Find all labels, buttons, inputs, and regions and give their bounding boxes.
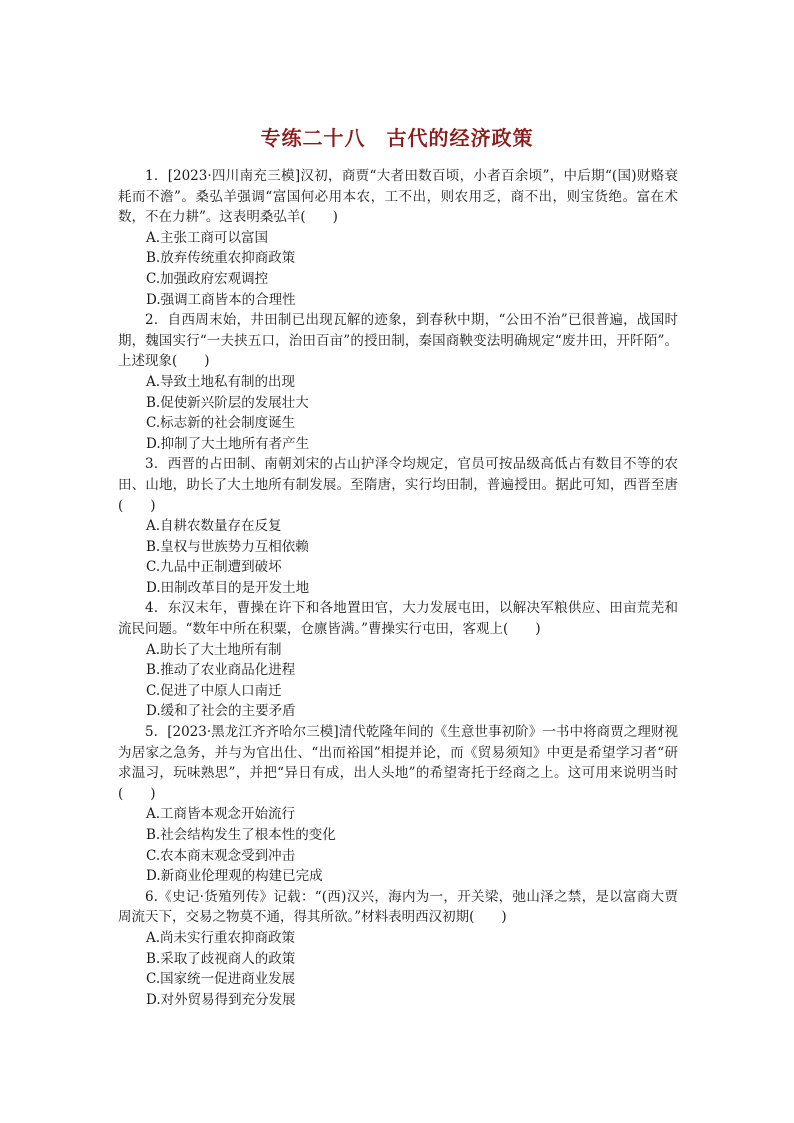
- option-d: D.对外贸易得到充分发展: [146, 991, 296, 1008]
- option-b: B.推动了农业商品化进程: [146, 662, 296, 679]
- option-b: B.社会结构发生了根本性的变化: [146, 827, 336, 843]
- question-stem: 4．东汉末年，曹操在许下和各地置田官，大力发展屯田，以解决军粮供应、田亩荒芜和流民问题。“数年中所在积粟，仓廪皆满。”曹操实行屯田，客观上( ): [118, 600, 678, 638]
- option-d: D.新商业伦理观的构建已完成: [146, 868, 323, 885]
- option-c: C.九品中正制遭到破坏: [146, 559, 282, 576]
- option-d: D.田制改革目的是开发土地: [146, 579, 310, 596]
- question-stem: 6.《史记·货殖列传》记载：“(西)汉兴，海内为一，开关梁，弛山泽之禁，是以富商大贾周流天下，交易之物莫不通，得其所欲。”材料表明西汉初期( ): [118, 888, 678, 926]
- option-d: D.强调工商皆本的合理性: [146, 291, 296, 308]
- option-a: A.自耕农数量存在反复: [146, 518, 282, 535]
- question-6: [118, 887, 678, 1011]
- option-a: A.助长了大土地所有制: [146, 641, 282, 658]
- option-a: A.主张工商可以富国: [146, 229, 269, 246]
- question-5: [118, 722, 678, 887]
- option-b: B.放弃传统重农抑商政策: [146, 250, 296, 267]
- question-stem: 1．[2023·四川南充三模]汉初，商贾“大者田数百顷，小者百余顷”，中后期“(国)财赂衰耗而不澹”。桑弘羊强调“富国何必用本农，工不出，则农用乏，商不出，则宝货绝。富在术数，不在力耕”。这表明桑弘羊( ): [118, 168, 678, 226]
- question-4: [118, 598, 678, 722]
- question-stem: 2．自西周末始，井田制已出现瓦解的迹象，到春秋中期，“公田不治”已很普遍，战国时期，魏国实行“一夫挟五口，治田百亩”的授田制，秦国商鞅变法明确规定“废井田，开阡陌”。上述现象( ): [118, 312, 678, 370]
- option-c: C.农本商末观念受到冲击: [146, 847, 296, 864]
- option-c: C.促进了中原人口南迁: [146, 682, 282, 699]
- option-a: A.尚未实行重农抑商政策: [146, 929, 296, 946]
- option-c: C.加强政府宏观调控: [146, 270, 269, 287]
- option-c: C.标志新的社会制度诞生: [146, 415, 296, 432]
- page-title: 专练二十八 古代的经济政策: [260, 126, 534, 150]
- question-list: [118, 166, 678, 1010]
- question-1: [118, 166, 678, 310]
- option-b: B.促使新兴阶层的发展壮大: [146, 394, 309, 411]
- option-b: B.采取了歧视商人的政策: [146, 950, 296, 967]
- question-3: [118, 454, 678, 598]
- option-a: A.工商皆本观念开始流行: [146, 806, 296, 823]
- question-stem: 5．[2023·黑龙江齐齐哈尔三模]清代乾隆年间的《生意世事初阶》一书中将商贾之理财视为居家之急务，并与为官出仕、“出而裕国”相提并论，而《贸易须知》中更是希望学习者“研求温习，玩味熟思”，并把“异日有成，出人头地”的希望寄托于经商之上。这可用来说明当时( ): [118, 724, 678, 802]
- option-c: C.国家统一促进商业发展: [146, 971, 296, 988]
- question-2: [118, 310, 678, 454]
- question-stem: 3．西晋的占田制、南朝刘宋的占山护泽令均规定，官员可按品级高低占有数目不等的农田、山地，助长了大土地所有制发展。至隋唐，实行均田制，普遍授田。据此可知，西晋至唐( ): [118, 456, 678, 514]
- option-a: A.导致土地私有制的出现: [146, 373, 296, 390]
- option-d: D.抑制了大土地所有者产生: [146, 435, 310, 452]
- option-b: B.皇权与世族势力互相依赖: [146, 538, 309, 555]
- option-d: D.缓和了社会的主要矛盾: [146, 703, 296, 720]
